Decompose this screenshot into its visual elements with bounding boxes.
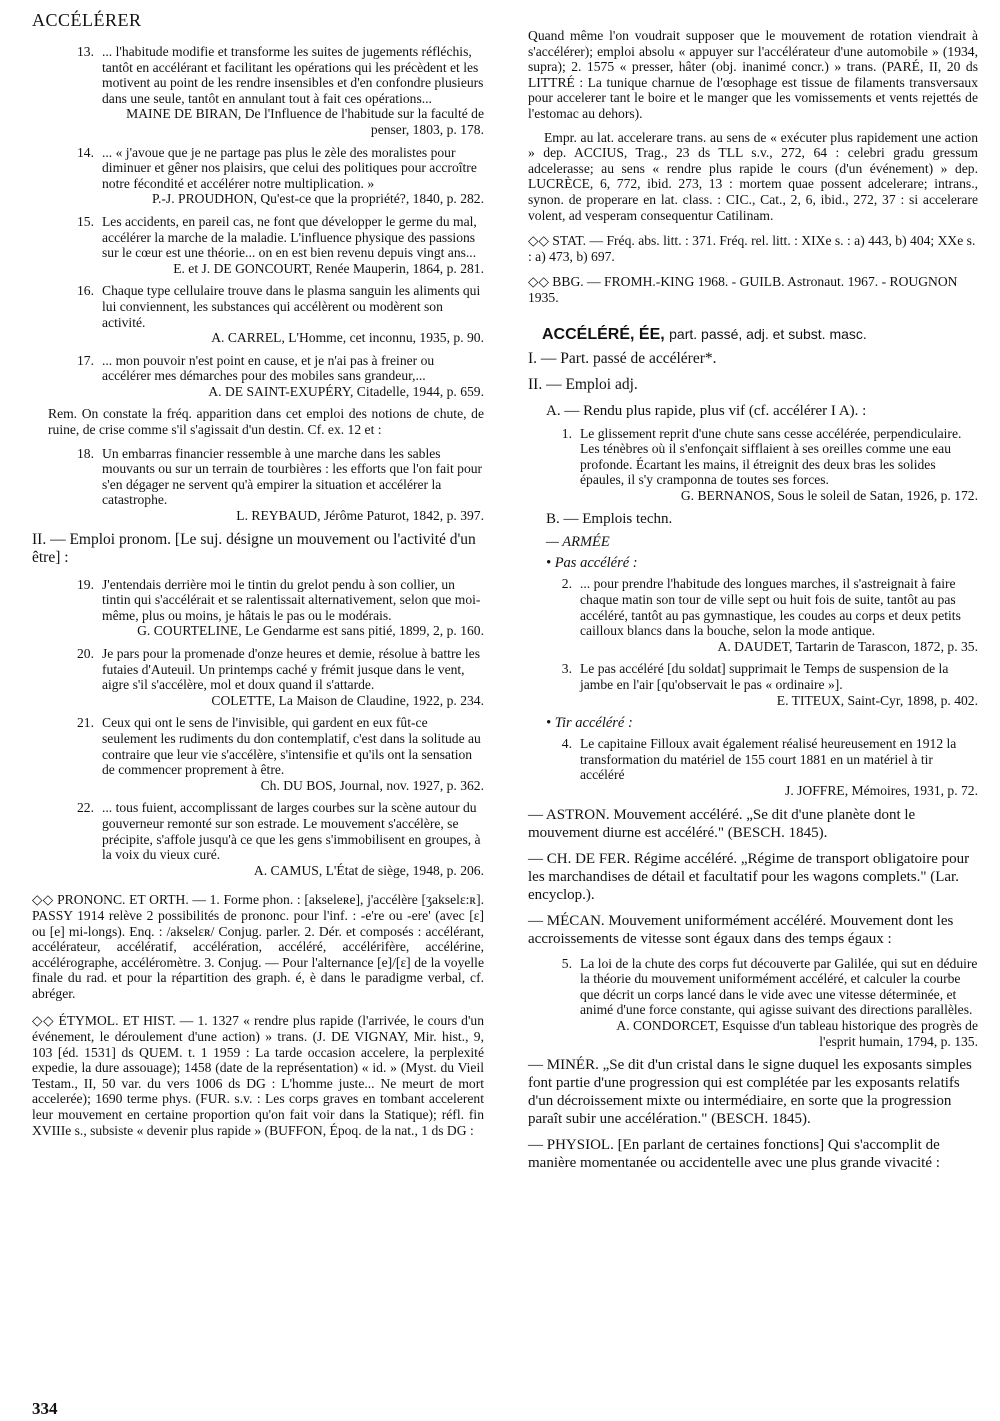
- citation-20: 20. Je pars pour la promenade d'onze heures et demie, résolue à battre les futaies d'Auteuil. Un printemps caché y frémit jusque dans le vent, aigre s'il s'accélère, mol et doux quand il s'attarde. COLETTE, La Maison de Claudine, 1922, p. 234.: [77, 646, 484, 708]
- running-head: ACCÉLÉRER: [32, 10, 142, 30]
- citation-13: 13. ... l'habitude modifie et transforme les suites de jugements réfléchis, tantôt en accélérant et facilitant les opérations qui les précèdent et les motivent au point de les rendre insensibles et d'en confondre plusieurs dans une seule, tantôt en annulant tout à fait ces opérations... MAINE DE BIRAN, De l'Influence de l'habitude sur la faculté de penser, 1803, p. 178.: [77, 44, 484, 137]
- stat-section: ◇◇ STAT. — Fréq. abs. litt. : 371. Fréq. rel. litt. : XIXe s. : a) 443, b) 404; XXe s. : a) 473, b) 697.: [528, 233, 976, 264]
- headword: ACCÉLÉRÉ, ÉE, part. passé, adj. et subst. masc.: [542, 325, 867, 343]
- etymology-section: ◇◇ ÉTYMOL. ET HIST. — 1. 1327 « rendre plus rapide (l'arrivée, le cours d'un événement, le déroulement d'une action) » trans. (J. DE VIGNAY, Mir. hist., 9, 103 [éd. 1531] ds QUEM. t. 1 1959 : La tarde occasion accelere, la perplexité expedie, la dure assouage); 1458 (date de la représentation) « id. » (Myst. du Vieil Testam., II, 50 var. du vers 1006 ds DG : L'homme juste... Ne meurt de mort accelerée); 1690 terme phys. (FUR. s.v. : Les corps graves en tombant accelerent leur mouvement en certaine proportion qu'on fait voir dans la Statique); réfl. fin XVIIIe s., subsiste « devenir plus rapide » (BUFFON, Époq. de la nat., 1 ds DG :: [32, 1013, 484, 1138]
- def-miner: — MINÉR. „Se dit d'un cristal dans le signe duquel les exposants simples font partie d'une progression qui est complétée par les exposants relatifs d'un décroissement mixte ou intermédiaire, en sorte que la progression paraît subir une accélération." (BESCH. 1845).: [528, 1057, 972, 1128]
- bullet-pas-accelere: • Pas accéléré :: [546, 555, 638, 572]
- citation-3: 3. Le pas accéléré [du soldat] supprimait le Temps de suspension de la jambe en l'air [qu'observait le pas « ordinaire »]. E. TITEUX, Saint-Cyr, 1898, p. 402.: [561, 661, 978, 708]
- citation-2: 2. ... pour prendre l'habitude des longues marches, il s'astreignait à faire chaque matin son tour de ville sept ou huit fois de suite, tantôt au pas accéléré, tantôt au pas gymnastique, les coudes au corps et deux petits cailloux blancs dans la bouche, selon la mode antique. A. DAUDET, Tartarin de Tarascon, 1872, p. 35.: [561, 576, 978, 654]
- section-II-pronom: II. — Emploi pronom. [Le suj. désigne un mouvement ou l'activité d'un être] :: [32, 530, 476, 566]
- citation-14: 14. ... « j'avoue que je ne partage pas plus le zèle des moralistes pour diminuer et gêner nos plaisirs, que celui des politiques pour accroître notre fécondité et accélérer notre multiplication. » P.-J. PROUDHON, Qu'est-ce que la propriété?, 1840, p. 282.: [77, 144, 484, 207]
- section-B: B. — Emplois techn.: [546, 511, 673, 528]
- page-number: 334: [32, 1399, 58, 1418]
- domain-armee: — ARMÉE: [546, 534, 610, 551]
- def-ch-de-fer: — CH. DE FER. Régime accéléré. „Régime de transport obligatoire pour les marchandises de détail et facultatif pour les wagons complets." (Lar. encyclop.).: [528, 850, 970, 903]
- citation-18: 18. Un embarras financier ressemble à une marche dans les sables mouvants ou sur un terrain de tourbières : les efforts que l'on fait pour s'en dégager ne servent qu'à empirer la situation et accélérer la catastrophe. L. REYBAUD, Jérôme Paturot, 1842, p. 397.: [77, 445, 484, 524]
- def-physiol: — PHYSIOL. [En parlant de certaines fonctions] Qui s'accomplit de manière momentanée ou accidentelle avec une plus grande vivacité :: [528, 1137, 940, 1172]
- prononciation-section: ◇◇ PRONONC. ET ORTH. — 1. Forme phon. : [akseleʀe], j'accélère [ʒakselɛ:ʀ]. PASSY 1914 relève 2 possibilités de prononc. pour l'inf. : -e're ou -ere' (avec [ɛ] ou [e] mi-longs). Enq. : /akselɛʀ/ Conjug. parler. 2. Dér. et composés : accélérant, accélérateur, accélératif, accélération, accéléré, accélérifère, accélérine, accélérographe, accéléromètre. 3. Conjug. — Pour l'alternance [e]/[ɛ] de la voyelle finale du rad. et pour la répartition des graph. é, è dans le paradigme verbal, cf. abréger.: [32, 892, 484, 1001]
- citation-22: 22. ... tous fuient, accomplissant de larges courbes sur la scène autour du gouverneur remonté sur son estrade. Le mouvement s'accélère, se précipite, s'affole jusqu'à ce que les gens s'immobilisent en groupes, à la voix du vieux curé. A. CAMUS, L'État de siège, 1948, p. 206.: [77, 800, 484, 878]
- section-A: A. — Rendu plus rapide, plus vif (cf. accélérer I A). :: [546, 402, 867, 419]
- right-column: [528, 28, 978, 1180]
- citation-17: 17. ... mon pouvoir n'est point en cause, et je n'ai pas à freiner ou accélérer mes démarches pour des mobiles sans grandeur,... A. DE SAINT-EXUPÉRY, Citadelle, 1944, p. 659.: [77, 352, 484, 399]
- def-mecan: — MÉCAN. Mouvement uniformément accéléré. Mouvement dont les accroissements de vitesse sont égaux dans des temps égaux :: [528, 912, 954, 947]
- citation-15: 15. Les accidents, en pareil cas, ne font que développer le germe du mal, accélérer la marche de la maladie. L'influence physique des passions sur le cœur est une théorie... on en est bien revenu depuis vingt ans... E. et J. DE GONCOURT, Renée Mauperin, 1864, p. 281.: [77, 213, 484, 276]
- citation-21: 21. Ceux qui ont le sens de l'invisible, qui gardent en eux fût-ce seulement les rudiments du don contemplatif, c'est dans la solitude au contraire que leur vie s'accélère, s'intensifie et qu'ils ont la sensation de commencer proprement à être. Ch. DU BOS, Journal, nov. 1927, p. 362.: [77, 715, 484, 793]
- left-column: [32, 44, 484, 1146]
- bullet-tir-accelere: • Tir accéléré :: [546, 715, 633, 732]
- remark: Rem. On constate la fréq. apparition dans cet emploi des notions de chute, de ruine, de crise comme s'il s'agissait d'un destin. Cf. ex. 12 et :: [48, 406, 484, 438]
- bbg-section: ◇◇ BBG. — FROMH.-KING 1968. - GUILB. Astronaut. 1967. - ROUGNON 1935.: [528, 274, 958, 305]
- section-II: II. — Emploi adj.: [528, 375, 638, 393]
- citation-5: 5. La loi de la chute des corps fut découverte par Galilée, qui sut en déduire la théorie du mouvement uniformément accéléré, et calculer la courbe que décrit un corps lancé dans le vide avec une vitesse déterminée, et animé d'une force constante, qui agisse suivant des directions parallèles. A. CONDORCET, Esquisse d'un tableau historique des progrès de l'esprit humain, 1794, p. 135.: [561, 955, 978, 1049]
- citation-4: 4. Le capitaine Filloux avait également réalisé heureusement en 1912 la transformation du matériel de 155 court 1881 en un matériel à tir accéléré J. JOFFRE, Mémoires, 1931, p. 72.: [561, 736, 978, 798]
- citation-19: 19. J'entendais derrière moi le tintin du grelot pendu à son collier, un tintin qui s'accélérait et se ralentissait alternativement, selon que moi-même, plus ou moins, je hâtais le pas ou le modérais. G. COURTELINE, Le Gendarme est sans pitié, 1899, 2, p. 160.: [77, 576, 484, 639]
- citation-16: 16. Chaque type cellulaire trouve dans le plasma sanguin les aliments qui lui conviennent, les substances qui accélèrent ou modèrent son activité. A. CARREL, L'Homme, cet inconnu, 1935, p. 90.: [77, 283, 484, 346]
- emprunt-paragraph: Empr. au lat. accelerare trans. au sens de « exécuter plus rapidement une action » dep. ACCIUS, Trag., 23 ds TLL s.v., 272, 64 : celebri gradu gressum adcelerasse; au sens « rendre plus rapide le cours (d'un événement) » dep. LUCRÈCE, 6, 772, ibid. 273, 13 : mortem quae possent adcelerare; intrans., synon. de properare en lat. class. : CIC., Cat., 2, 6, ibid., 272, 37 : si accelerare volent, ad vesperam consequentur Catilinam.: [528, 129, 978, 223]
- etymology-continued: Quand même l'on voudrait supposer que le mouvement de rotation viendrait à s'accélérer); emploi absolu « appuyer sur l'accélérateur d'une automobile » (1934, supra); 2. 1575 « presser, hâter (obj. inanimé concr.) » trans. (PARÉ, II, 20 ds LITTRÉ : La tunique charnue de l'œsophage est tissue de filaments transversaux pour accelerer tant le boire et le manger que les vomissements et vents rejettés de l'estomac au dehors).: [528, 28, 978, 121]
- citation-1: 1. Le glissement reprit d'une chute sans cesse accélérée, perpendiculaire. Les ténèbres où il s'enfonçait sifflaient à ses oreilles comme une eau profonde. Écartant les mains, il étreignit des deux bras les solides épaules, il s'y cramponna de toutes ses forces. G. BERNANOS, Sous le soleil de Satan, 1926, p. 172.: [561, 425, 978, 503]
- def-astron: — ASTRON. Mouvement accéléré. „Se dit d'une planète dont le mouvement diurne est accéléré." (BESCH. 1845).: [528, 806, 916, 841]
- section-I: I. — Part. passé de accélérer*.: [528, 349, 717, 367]
